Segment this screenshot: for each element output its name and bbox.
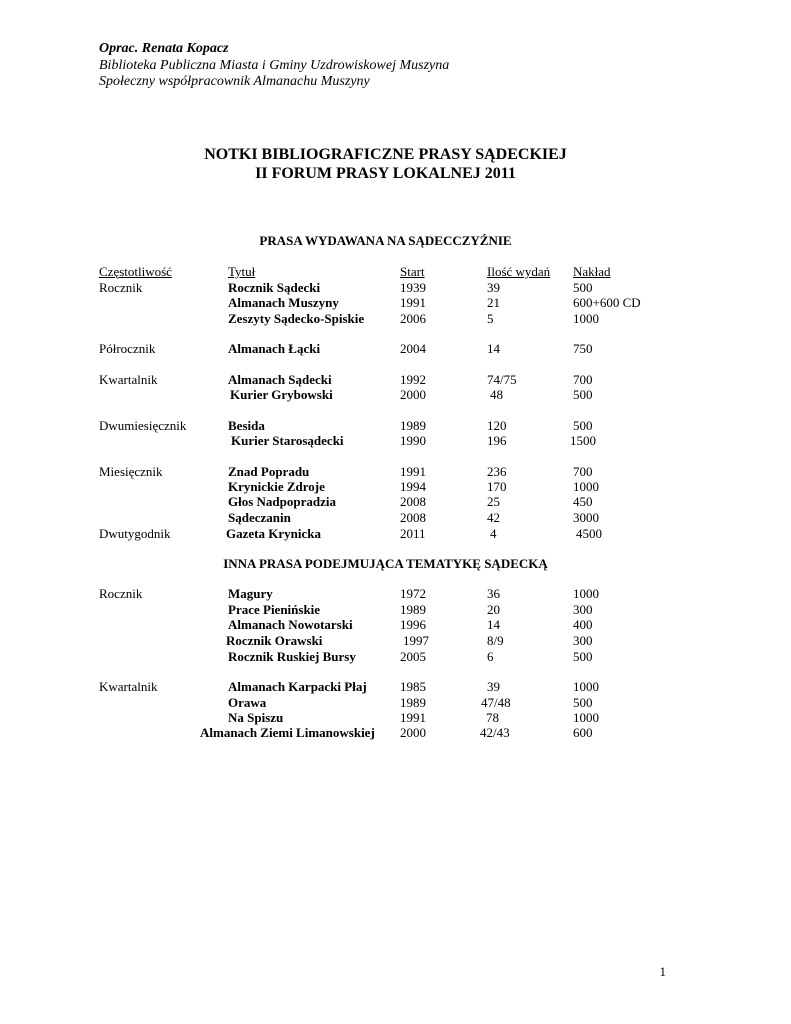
- row-start: 2011: [400, 526, 426, 541]
- column-header-circulation: Nakład: [573, 264, 611, 279]
- row-title: Zeszyty Sądecko-Spiskie: [228, 311, 365, 326]
- table-row: [0, 526, 791, 541]
- row-title: Gazeta Krynicka: [226, 526, 321, 541]
- row-frequency: Kwartalnik: [99, 679, 158, 694]
- table-row: [0, 586, 791, 601]
- row-title: Almanach Muszyny: [228, 295, 339, 310]
- row-start: 1991: [400, 464, 426, 479]
- table-header: [0, 264, 791, 279]
- table-row: [0, 510, 791, 525]
- row-issues: 4: [490, 526, 497, 541]
- row-circulation: 700: [573, 464, 593, 479]
- row-title: Głos Nadpopradzia: [228, 494, 336, 509]
- row-title: Almanach Karpacki Płaj: [228, 679, 367, 694]
- row-start: 2005: [400, 649, 426, 664]
- row-issues: 196: [487, 433, 507, 448]
- row-issues: 5: [487, 311, 494, 326]
- row-issues: 236: [487, 464, 507, 479]
- row-start: 2008: [400, 510, 426, 525]
- library-name: Biblioteka Publiczna Miasta i Gminy Uzdrowiskowej Muszyna: [99, 57, 450, 73]
- row-frequency: Dwumiesięcznik: [99, 418, 187, 433]
- table-row: [0, 464, 791, 479]
- row-title: Almanach Sądecki: [228, 372, 332, 387]
- row-issues: 14: [487, 341, 500, 356]
- row-title: Kurier Grybowski: [230, 387, 333, 402]
- row-circulation: 600: [573, 725, 593, 740]
- row-start: 1989: [400, 602, 426, 617]
- row-circulation: 500: [573, 418, 593, 433]
- row-title: Na Spiszu: [228, 710, 284, 725]
- column-header-frequency: Częstotliwość: [99, 264, 172, 279]
- row-start: 1994: [400, 479, 426, 494]
- table-row: [0, 649, 791, 664]
- row-circulation: 500: [573, 695, 593, 710]
- author-block: [99, 41, 449, 91]
- row-issues: 48: [490, 387, 503, 402]
- table-row: [0, 633, 791, 648]
- document-title-line-2: II FORUM PRASY LOKALNEJ 2011: [255, 165, 516, 182]
- row-issues: 8/9: [487, 633, 504, 648]
- table-row: [0, 311, 791, 326]
- row-title: Sądeczanin: [228, 510, 291, 525]
- table-row: [0, 602, 791, 617]
- row-title: Magury: [228, 586, 273, 601]
- row-circulation: 500: [573, 387, 593, 402]
- row-circulation: 450: [573, 494, 593, 509]
- row-title: Almanach Łącki: [228, 341, 321, 356]
- table-row: [0, 679, 791, 694]
- row-circulation: 1500: [570, 433, 596, 448]
- row-issues: 39: [487, 679, 500, 694]
- row-start: 1997: [403, 633, 429, 648]
- row-issues: 47/48: [481, 695, 511, 710]
- row-issues: 20: [487, 602, 500, 617]
- row-circulation: 3000: [573, 510, 599, 525]
- row-start: 1991: [400, 295, 426, 310]
- row-start: 1991: [400, 710, 426, 725]
- section-heading-other-press: INNA PRASA PODEJMUJĄCA TEMATYKĘ SĄDECKĄ: [223, 556, 548, 571]
- row-title: Krynickie Zdroje: [228, 479, 325, 494]
- column-header-issues: Ilość wydań: [487, 264, 551, 279]
- row-issues: 21: [487, 295, 500, 310]
- row-issues: 78: [486, 710, 499, 725]
- author-name: Oprac. Renata Kopacz: [99, 41, 229, 56]
- row-issues: 120: [487, 418, 507, 433]
- table-row: [0, 387, 791, 402]
- row-issues: 6: [487, 649, 494, 664]
- row-title: Besida: [228, 418, 265, 433]
- row-start: 2000: [400, 725, 426, 740]
- row-frequency: Rocznik: [99, 280, 143, 295]
- table-row: [0, 494, 791, 509]
- table-row: [0, 341, 791, 356]
- row-circulation: 500: [573, 280, 593, 295]
- row-circulation: 400: [573, 617, 593, 632]
- row-start: 1972: [400, 586, 426, 601]
- row-circulation: 600+600 CD: [573, 295, 641, 310]
- row-circulation: 300: [573, 633, 593, 648]
- row-circulation: 1000: [573, 679, 599, 694]
- table-row: [0, 433, 791, 448]
- row-start: 1939: [400, 280, 426, 295]
- row-title: Kurier Starosądecki: [231, 433, 344, 448]
- row-circulation: 1000: [573, 710, 599, 725]
- row-circulation: 1000: [573, 586, 599, 601]
- table-row: [0, 372, 791, 387]
- row-circulation: 4500: [576, 526, 602, 541]
- author-role: Społeczny współpracownik Almanachu Muszyny: [99, 74, 370, 89]
- row-title: Orawa: [228, 695, 267, 710]
- row-title: Prace Pienińskie: [228, 602, 321, 617]
- table-row: [0, 725, 791, 740]
- row-title: Almanach Nowotarski: [228, 617, 353, 632]
- row-start: 1985: [400, 679, 426, 694]
- row-frequency: Rocznik: [99, 586, 143, 601]
- row-start: 2000: [400, 387, 426, 402]
- table-row: [0, 479, 791, 494]
- row-circulation: 750: [573, 341, 593, 356]
- row-start: 1990: [400, 433, 426, 448]
- row-start: 1989: [400, 418, 426, 433]
- row-start: 2008: [400, 494, 426, 509]
- table-row: [0, 295, 791, 310]
- row-title: Rocznik Ruskiej Bursy: [228, 649, 356, 664]
- row-frequency: Półrocznik: [99, 341, 156, 356]
- row-circulation: 300: [573, 602, 593, 617]
- row-start: 2006: [400, 311, 426, 326]
- row-circulation: 1000: [573, 479, 599, 494]
- row-issues: 42: [487, 510, 500, 525]
- column-header-title: Tytuł: [228, 264, 256, 279]
- row-issues: 14: [487, 617, 500, 632]
- table-row: [0, 280, 791, 295]
- row-issues: 74/75: [487, 372, 517, 387]
- section-heading-local-press: PRASA WYDAWANA NA SĄDECCZYŹNIE: [259, 233, 512, 248]
- table-row: [0, 418, 791, 433]
- column-header-start: Start: [400, 264, 425, 279]
- table-row: [0, 710, 791, 725]
- row-title: Rocznik Sądecki: [228, 280, 321, 295]
- row-issues: 36: [487, 586, 500, 601]
- row-frequency: Miesięcznik: [99, 464, 163, 479]
- row-title: Almanach Ziemi Limanowskiej: [200, 725, 375, 740]
- row-circulation: 1000: [573, 311, 599, 326]
- row-start: 2004: [400, 341, 426, 356]
- row-title: Rocznik Orawski: [226, 633, 323, 648]
- row-start: 1992: [400, 372, 426, 387]
- table-row: [0, 617, 791, 632]
- table-row: [0, 695, 791, 710]
- row-start: 1989: [400, 695, 426, 710]
- row-frequency: Dwutygodnik: [99, 526, 171, 541]
- document-title-line-1: NOTKI BIBLIOGRAFICZNE PRASY SĄDECKIEJ: [204, 146, 567, 163]
- row-start: 1996: [400, 617, 426, 632]
- row-issues: 42/43: [480, 725, 510, 740]
- row-circulation: 500: [573, 649, 593, 664]
- row-issues: 25: [487, 494, 500, 509]
- row-issues: 39: [487, 280, 500, 295]
- row-title: Znad Popradu: [228, 464, 310, 479]
- row-issues: 170: [487, 479, 507, 494]
- row-circulation: 700: [573, 372, 593, 387]
- page-number: 1: [659, 964, 666, 979]
- row-frequency: Kwartalnik: [99, 372, 158, 387]
